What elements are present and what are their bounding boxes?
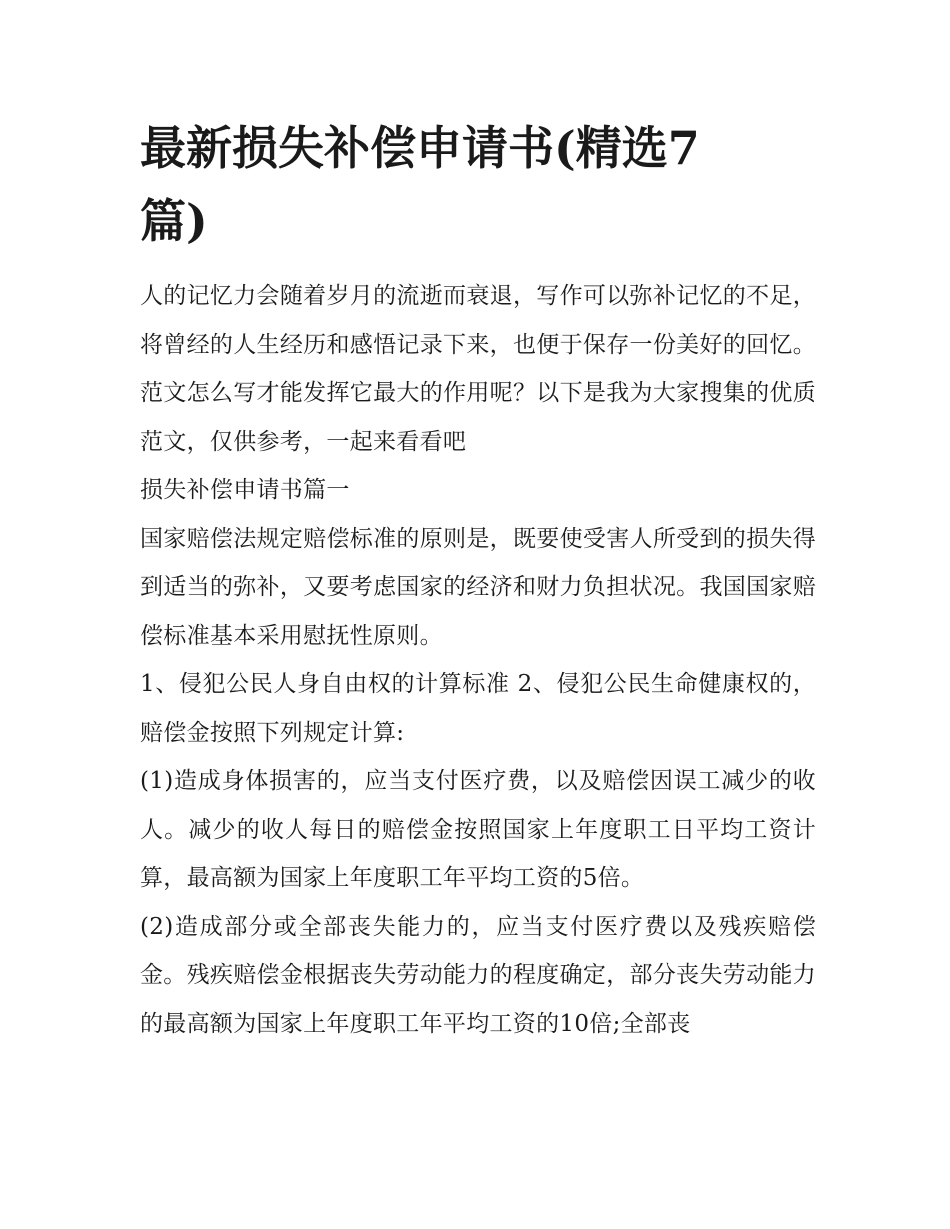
paragraph-intro: 人的记忆力会随着岁月的流逝而衰退，写作可以弥补记忆的不足，将曾经的人生经历和感悟记录下来，也便于保存一份美好的回忆。范文怎么写才能发挥它最大的作用呢？以下是我为大家搜集的优质范文，仅供参考，一起来看看吧 bbox=[140, 283, 816, 455]
section-heading: 损失补偿申请书篇一 bbox=[140, 477, 350, 503]
paragraph-standard: 1、侵犯公民人身自由权的计算标准 2、侵犯公民生命健康权的，赔偿金按照下列规定计算: bbox=[140, 671, 816, 746]
paragraph-item-2: (2)造成部分或全部丧失能力的，应当支付医疗费以及残疾赔偿金。残疾赔偿金根据丧失劳动能力的程度确定，部分丧失劳动能力的最高额为国家上年度职工年平均工资的10倍;全部丧 bbox=[140, 913, 816, 1037]
paragraph-principle: 国家赔偿法规定赔偿标准的原则是，既要使受害人所受到的损失得到适当的弥补，又要考虑国家的经济和财力负担状况。我国国家赔偿标准基本采用慰抚性原则。 bbox=[140, 525, 816, 649]
paragraph-item-1: (1)造成身体损害的，应当支付医疗费，以及赔偿因误工减少的收人。减少的收人每日的赔偿金按照国家上年度职工日平均工资计算，最高额为国家上年度职工年平均工资的5倍。 bbox=[140, 768, 816, 891]
document-page bbox=[140, 112, 816, 1048]
document-title: 最新损失补偿申请书(精选7篇) bbox=[140, 121, 700, 248]
